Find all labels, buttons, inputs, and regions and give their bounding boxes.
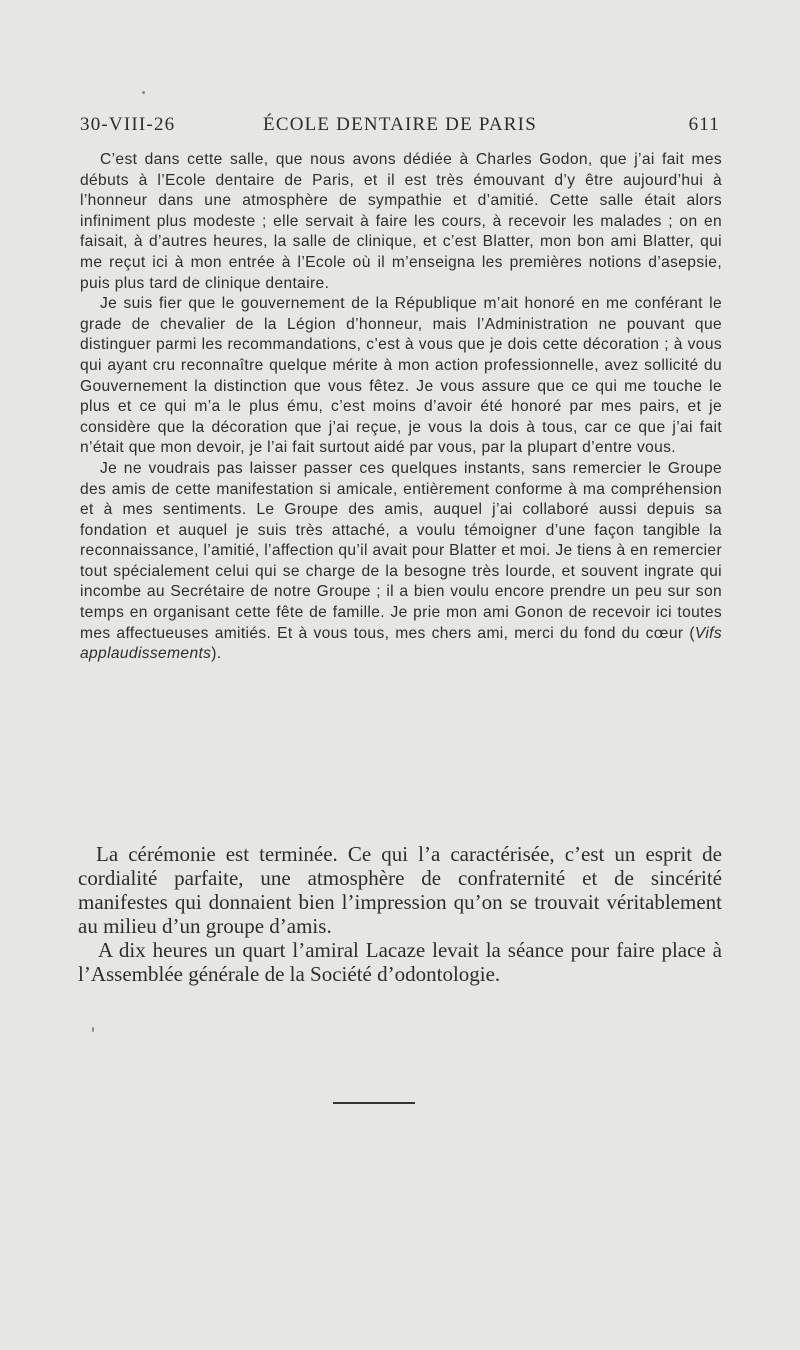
- narration-paragraph-2: A dix heures un quart l’amiral Lacaze levait la séance pour faire place à l’Assemblée générale de la Société d’odontologie.: [78, 938, 722, 986]
- speech-paragraph-1: C’est dans cette salle, que nous avons dédiée à Charles Godon, que j’ai fait mes débuts à l’Ecole dentaire de Paris, et il est très émouvant d’y être aujourd’hui à l’honneur dans une atmosphère de sympathie et d’amitié. Cette salle était alors infiniment plus modeste ; elle servait à faire les cours, à recevoir les malades ; on en faisait, à d’autres heures, la salle de clinique, et c’est Blatter, mon bon ami Blatter, qui me reçut ici à mon entrée à l’Ecole où il m’enseigna les premières notions d’asepsie, puis plus tard de clinique dentaire.: [80, 151, 722, 292]
- speech-paragraph-3-end: ).: [211, 645, 222, 663]
- speech-text: [80, 150, 722, 665]
- end-rule: [333, 1102, 415, 1104]
- speech-paragraph-3-italic: Vifs applaudissements: [80, 624, 722, 663]
- speech-paragraph-2: Je suis fier que le gouvernement de la République m’ait honoré en me conférant le grade de chevalier de la Légion d’honneur, mais l’Administration ne pouvant que distinguer parmi les recommandations, c’est à vous que je dois cette décoration ; à vous qui ayant cru reconnaître quelque mérite à mon action professionnelle, avez sollicité du Gouvernement la distinction que vous fêtez. Je vous assure que ce qui me touche le plus et ce qui m’a le plus ému, c’est moins d’avoir été honoré par mes pairs, et je considère que la décoration que j’ai reçue, je vous la dois à tous, car ce que j’ai fait n’était que mon devoir, je l’ai fait surtout aidé par vous, par la plupart d’entre vous.: [80, 295, 722, 457]
- header-date: 30-VIII-26: [80, 114, 176, 135]
- narration-text: [78, 842, 722, 986]
- running-head: [80, 114, 720, 140]
- narration-paragraph-1: La cérémonie est terminée. Ce qui l’a caractérisée, c’est un esprit de cordialité parfaite, une atmosphère de confraternité et de sincérité manifestes qui donnaient bien l’impression qu’on se trouvait véritablement au milieu d’un groupe d’amis.: [78, 842, 722, 938]
- speech-paragraph-3: [80, 459, 722, 665]
- paper-speck: [142, 91, 145, 94]
- header-page-number: 611: [688, 114, 720, 135]
- header-journal-title: ÉCOLE DENTAIRE DE PARIS: [263, 114, 537, 135]
- paper-speck: [92, 1027, 94, 1032]
- speech-paragraph-3-text: Je ne voudrais pas laisser passer ces quelques instants, sans remercier le Groupe des amis de cette manifestation si amicale, entièrement conforme à ma compréhension et à mes sentiments. Le Groupe des amis, auquel j’ai collaboré aussi depuis sa fondation et auquel je suis très attaché, a voulu témoigner d’une façon tangible la reconnaissance, l’amitié, l’affection qu’il avait pour Blatter et moi. Je tiens à en remercier tout spécialement celui qui se charge de la besogne très lourde, et souvent ingrate qui incombe au Secrétaire de notre Groupe ; il a bien voulu encore prendre un peu sur son temps en organisant cette fête de famille. Je prie mon ami Gonon de recevoir ici toutes mes affectueuses amitiés. Et à vous tous, mes chers ami, merci du fond du cœur (: [80, 459, 722, 642]
